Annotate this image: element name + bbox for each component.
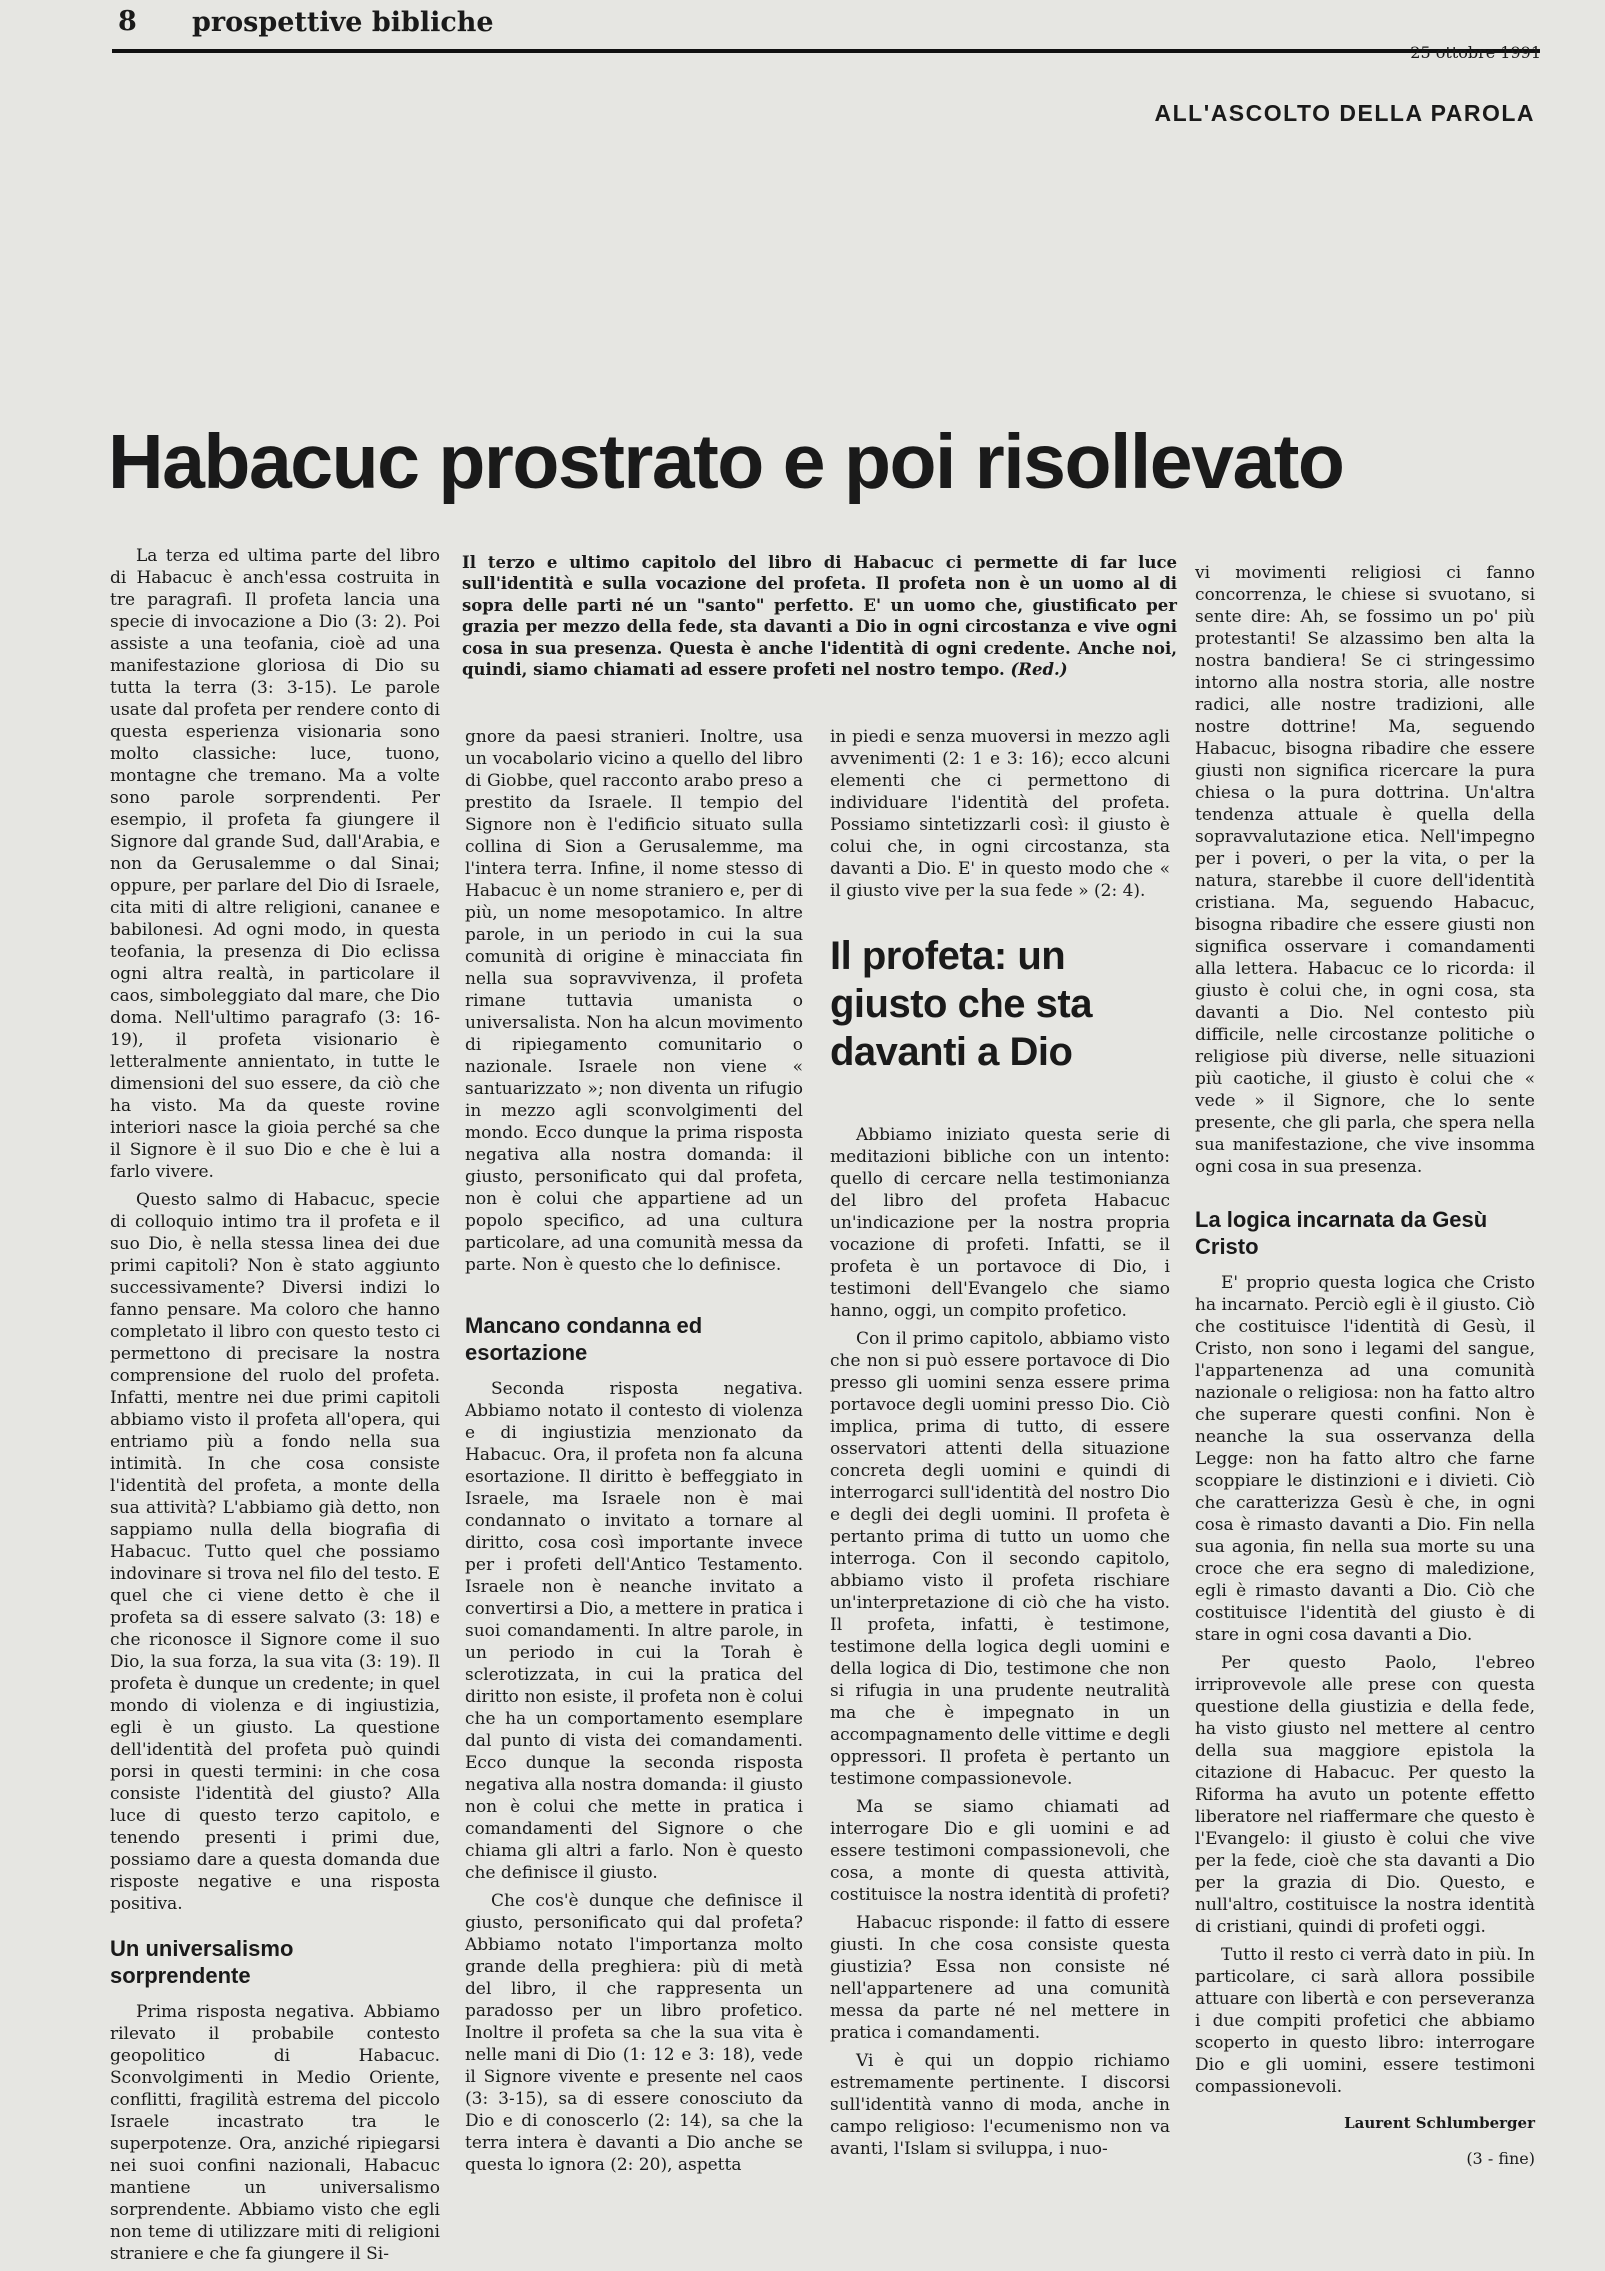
- paragraph: vi movimenti religiosi ci fanno concorrenza, le chiese si svuotano, si sente dire: Ah, se fossimo un po' più protestanti! Se alzassimo ben alta la nostra bandiera! Se ci stringessimo intorno alla nostra storia, alle nostre radici, alle nostre tradizioni, alle nostre dottrine! Ma, seguendo Habacuc, bisogna ribadire che essere giusti non significa ricercare la pura chiesa o la pura dottrina. Un'altra tendenza attuale è quella della sopravvalutazione etica. Nell'impegno per i poveri, o per la vita, o per la natura, starebbe il cuore dell'identità cristiana. Ma, seguendo Habacuc, bisogna ribadire che essere giusti non significa osservare i comandamenti alla lettera. Habacuc ce lo ricorda: il giusto è colui che, in ogni cosa, sta davanti a Dio. Nel contesto più difficile, nelle circostanze politiche o religiose più diverse, nelle situazioni più caotiche, il giusto è colui che « vede » il Signore, che lo sente presente, che gli parla, che spera nella sua manifestazione, che vive insomma ogni cosa in sua presenza.: [1195, 563, 1535, 1177]
- paragraph: Habacuc risponde: il fatto di essere giusti. In che cosa consiste questa giustizia? Essa non consiste né nell'appartenere ad una comunità messa da parte né nel mettere in pratica i comandamenti.: [830, 1913, 1170, 2043]
- paragraph: Per questo Paolo, l'ebreo irriprovevole alle prese con questa questione della giustizia e della fede, ha visto giusto nel mettere al centro della sua maggiore epistola la citazione di Habacuc. Per questo la Riforma ha avuto un potente effetto liberatore nel riaffermare che questo è l'Evangelo: il giusto è colui che vive per la fede, cioè che sta davanti a Dio per la grazia di Dio. Questo, e null'altro, costituisce la nostra identità di cristiani, quindi di profeti oggi.: [1195, 1653, 1535, 1937]
- publication-name: prospettive bibliche: [192, 7, 494, 38]
- article-column-4: [1195, 562, 1535, 2170]
- subheading-large: Il profeta: un giusto che sta davanti a Dio: [830, 934, 1092, 1074]
- paragraph: Questo salmo di Habacuc, specie di colloquio intimo tra il profeta e il suo Dio, è nella stessa linea dei due primi capitoli? Non è stato aggiunto successivamente? Diversi indizi lo fanno pensare. Ma coloro che hanno completato il libro con questo testo ci permettono di precisare la nostra comprensione del ruolo del profeta. Infatti, mentre nei due primi capitoli abbiamo visto il profeta all'opera, qui entriamo più a fondo nella sua intimità. In che cosa consiste l'identità del profeta, a monte della sua attività? L'abbiamo già detto, non sappiamo nulla della biografia di Habacuc. Tutto quel che possiamo indovinare si trova nel filo del testo. E quel che ci viene detto è che il profeta sa di essere salvato (3: 18) e che riconosce il Signore come il suo Dio, la sua forza, la sua vita (3: 19). Il profeta è dunque un credente; in quel mondo di violenza e di ingiustizia, egli è un giusto. La questione dell'identità del profeta può quindi porsi in questi termini: in che cosa consiste l'identità del giusto? Alla luce di questo terzo capitolo, e tenendo presenti i primi due, possiamo dare a questa domanda due risposte negative e una risposta positiva.: [110, 1190, 440, 1914]
- subheading: Mancano condanna ed esortazione: [465, 1313, 703, 1365]
- article-intro: [462, 552, 1177, 680]
- intro-text: Il terzo e ultimo capitolo del libro di Habacuc ci permette di far luce sull'identità e sulla vocazione del profeta. Il profeta non è un uomo al di sopra delle parti né un "santo" perfetto. E' un uomo che, giustificato per grazia per mezzo della fede, sta davanti a Dio in ogni circostanza e vive ogni cosa in sua presenza. Questa è anche l'identità di ogni credente. Anche noi, quindi, siamo chiamati ad essere profeti nel nostro tempo.: [462, 553, 1177, 680]
- paragraph: E' proprio questa logica che Cristo ha incarnato. Perciò egli è il giusto. Ciò che costituisce l'identità di Gesù, il Cristo, non sono i legami del sangue, l'appartenenza ad una comunità nazionale o religiosa: non ha fatto altro che superare questi confini. Non è neanche la sua osservanza della Legge: non ha fatto altro che farne scoppiare le distinzioni e i divieti. Ciò che caratterizza Gesù è che, in ogni cosa è rimasto davanti a Dio. Fin nella sua agonia, fin nella sua morte su una croce che era segno di maledizione, egli è rimasto davanti a Dio. Ciò che costituisce l'identità del giusto è di stare in ogni cosa davanti a Dio.: [1195, 1273, 1535, 1645]
- page-number: 8: [118, 6, 137, 37]
- intro-credit: (Red.): [1010, 660, 1068, 680]
- article-column-3: [830, 726, 1170, 2166]
- subheading: La logica incarnata da Gesù Cristo: [1195, 1207, 1488, 1259]
- paragraph: Tutto il resto ci verrà dato in più. In particolare, ci sarà allora possibile attuare con libertà e con perseveranza i due compiti profetici che abbiamo scoperto in questo libro: interrogare Dio e gli uomini, essere testimoni compassionevoli.: [1195, 1945, 1535, 2097]
- paragraph: in piedi e senza muoversi in mezzo agli avvenimenti (2: 1 e 3: 16); ecco alcuni elementi che ci permettono di individuare l'identità del profeta. Possiamo sintetizzarli così: il giusto è colui che, in ogni circostanza, sta davanti a Dio. E' in questo modo che « il giusto vive per la sua fede » (2: 4).: [830, 727, 1170, 901]
- paragraph: Ma se siamo chiamati ad interrogare Dio e gli uomini e ad essere testimoni compassionevoli, che cosa, a monte di questa attività, costituisce la nostra identità di profeti?: [830, 1797, 1170, 1905]
- paragraph: Prima risposta negativa. Abbiamo rilevato il probabile contesto geopolitico di Habacuc. Sconvolgimenti in Medio Oriente, conflitti, fragilità estrema del piccolo Israele incastrato tra le superpotenze. Ora, anziché ripiegarsi nei suoi confini nazionali, Habacuc mantiene un universalismo sorprendente. Abbiamo visto che egli non teme di utilizzare miti di religioni straniere e che fa giungere il Si-: [110, 2002, 440, 2264]
- subheading: Un universalismo sorprendente: [110, 1936, 294, 1988]
- series-note: (3 - fine): [1466, 2149, 1535, 2168]
- issue-date: 25 ottobre 1991: [1410, 43, 1541, 62]
- paragraph: Vi è qui un doppio richiamo estremamente pertinente. I discorsi sull'identità vanno di moda, anche in campo religioso: l'ecumenismo non va avanti, l'Islam si sviluppa, i nuo-: [830, 2051, 1170, 2159]
- paragraph: Che cos'è dunque che definisce il giusto, personificato qui dal profeta? Abbiamo notato l'importanza molto grande della preghiera: più di metà del libro, il che rappresenta un paradosso per un libro profetico. Inoltre il profeta sa che la sua vita è nelle mani di Dio (1: 12 e 3: 18), vede il Signore vivente e presente nel caos (3: 3-15), sa di essere conosciuto da Dio e di conoscerlo (2: 14), sa che la terra intera è davanti a Dio anche se questa lo ignora (2: 20), aspetta: [465, 1891, 803, 2175]
- paragraph: Con il primo capitolo, abbiamo visto che non si può essere portavoce di Dio presso gli uomini senza essere prima portavoce degli uomini presso Dio. Ciò implica, prima di tutto, di essere osservatori attenti della situazione concreta degli uomini e quindi di interrogarci sull'identità del nostro Dio e degli dei degli uomini. Il profeta è pertanto prima di tutto un uomo che interroga. Con il secondo capitolo, abbiamo visto il profeta rischiare un'interpretazione di ciò che ha visto. Il profeta, infatti, è testimone, testimone della logica degli uomini e della logica di Dio, testimone che non si rifugia in una prudente neutralità ma che è impegnato in un accompagnamento delle vittime e degli oppressori. Il profeta è pertanto un testimone compassionevole.: [830, 1329, 1170, 1789]
- paragraph: La terza ed ultima parte del libro di Habacuc è anch'essa costruita in tre paragrafi. Il profeta lancia una specie di invocazione a Dio (3: 2). Poi assiste a una teofania, cioè ad una manifestazione gloriosa di Dio su tutta la terra (3: 3-15). Le parole usate dal profeta per rendere conto di questa esperienza visionaria sono molto classiche: luce, tuono, montagne che tremano. Ma a volte sono parole sorprendenti. Per esempio, il profeta fa giungere il Signore dal grande Sud, dall'Arabia, e non da Gerusalemme o dal Sinai; oppure, per parlare del Dio di Israele, cita miti di altre religioni, cananee e babilonesi. Ad ogni modo, in questa teofania, la presenza di Dio eclissa ogni altra realtà, in particolare il caos, simboleggiato dal mare, che Dio doma. Nell'ultimo paragrafo (3: 16-19), il profeta visionario è letteralmente annientato, in tutte le dimensioni del suo essere, da ciò che ha visto. Ma da queste rovine interiori nasce la gioia perché sa che il Signore è il suo Dio e che è lui a farlo vivere.: [110, 546, 440, 1182]
- section-label: ALL'ASCOLTO DELLA PAROLA: [1154, 100, 1535, 126]
- article-headline: Habacuc prostrato e poi risollevato: [108, 419, 1344, 505]
- header-rule: [112, 49, 1540, 53]
- article-column-2: [465, 726, 803, 2182]
- article-column-1: [110, 545, 440, 2271]
- author-signature: Laurent Schlumberger: [1344, 2114, 1535, 2132]
- paragraph: Abbiamo iniziato questa serie di meditazioni bibliche con un intento: quello di cercare nella testimonianza del libro del profeta Habacuc un'indicazione per la nostra propria vocazione di profeti. Infatti, se il profeta è un portavoce di Dio, i testimoni dell'Evangelo che siamo hanno, oggi, un compito profetico.: [830, 1125, 1170, 1321]
- paragraph: gnore da paesi stranieri. Inoltre, usa un vocabolario vicino a quello del libro di Giobbe, quel racconto arabo preso a prestito da Israele. Il tempio del Signore non è l'edificio situato sulla collina di Sion a Gerusalemme, ma l'intera terra. Infine, il nome stesso di Habacuc è un nome straniero e, per di più, un nome mesopotamico. In altre parole, in un periodo in cui la sua comunità di origine è minacciata fin nella sua sopravvivenza, il profeta rimane tuttavia umanista o universalista. Non ha alcun movimento di ripiegamento comunitario o nazionale. Israele non viene « santuarizzato »; non diventa un rifugio in mezzo agli sconvolgimenti del mondo. Ecco dunque la prima risposta negativa alla nostra domanda: il giusto, personificato qui dal profeta, non è colui che appartiene ad un popolo specifico, ad una cultura particolare, ad una comunità messa da parte. Non è questo che lo definisce.: [465, 727, 803, 1275]
- paragraph: Seconda risposta negativa. Abbiamo notato il contesto di violenza e di ingiustizia menzionato da Habacuc. Ora, il profeta non fa alcuna esortazione. Il diritto è beffeggiato in Israele, ma Israele non è mai condannato o invitato a tornare al diritto, cosa così importante invece per i profeti dell'Antico Testamento. Israele non è neanche invitato a convertirsi a Dio, a mettere in pratica i suoi comandamenti. In altre parole, in un periodo in cui la Torah è sclerotizzata, in cui la pratica del diritto non esiste, il profeta non è colui che ha un comportamento esemplare dal punto di vista dei comandamenti. Ecco dunque la seconda risposta negativa alla nostra domanda: il giusto non è colui che mette in pratica i comandamenti del Signore o che chiama gli altri a farlo. Non è questo che definisce il giusto.: [465, 1379, 803, 1883]
